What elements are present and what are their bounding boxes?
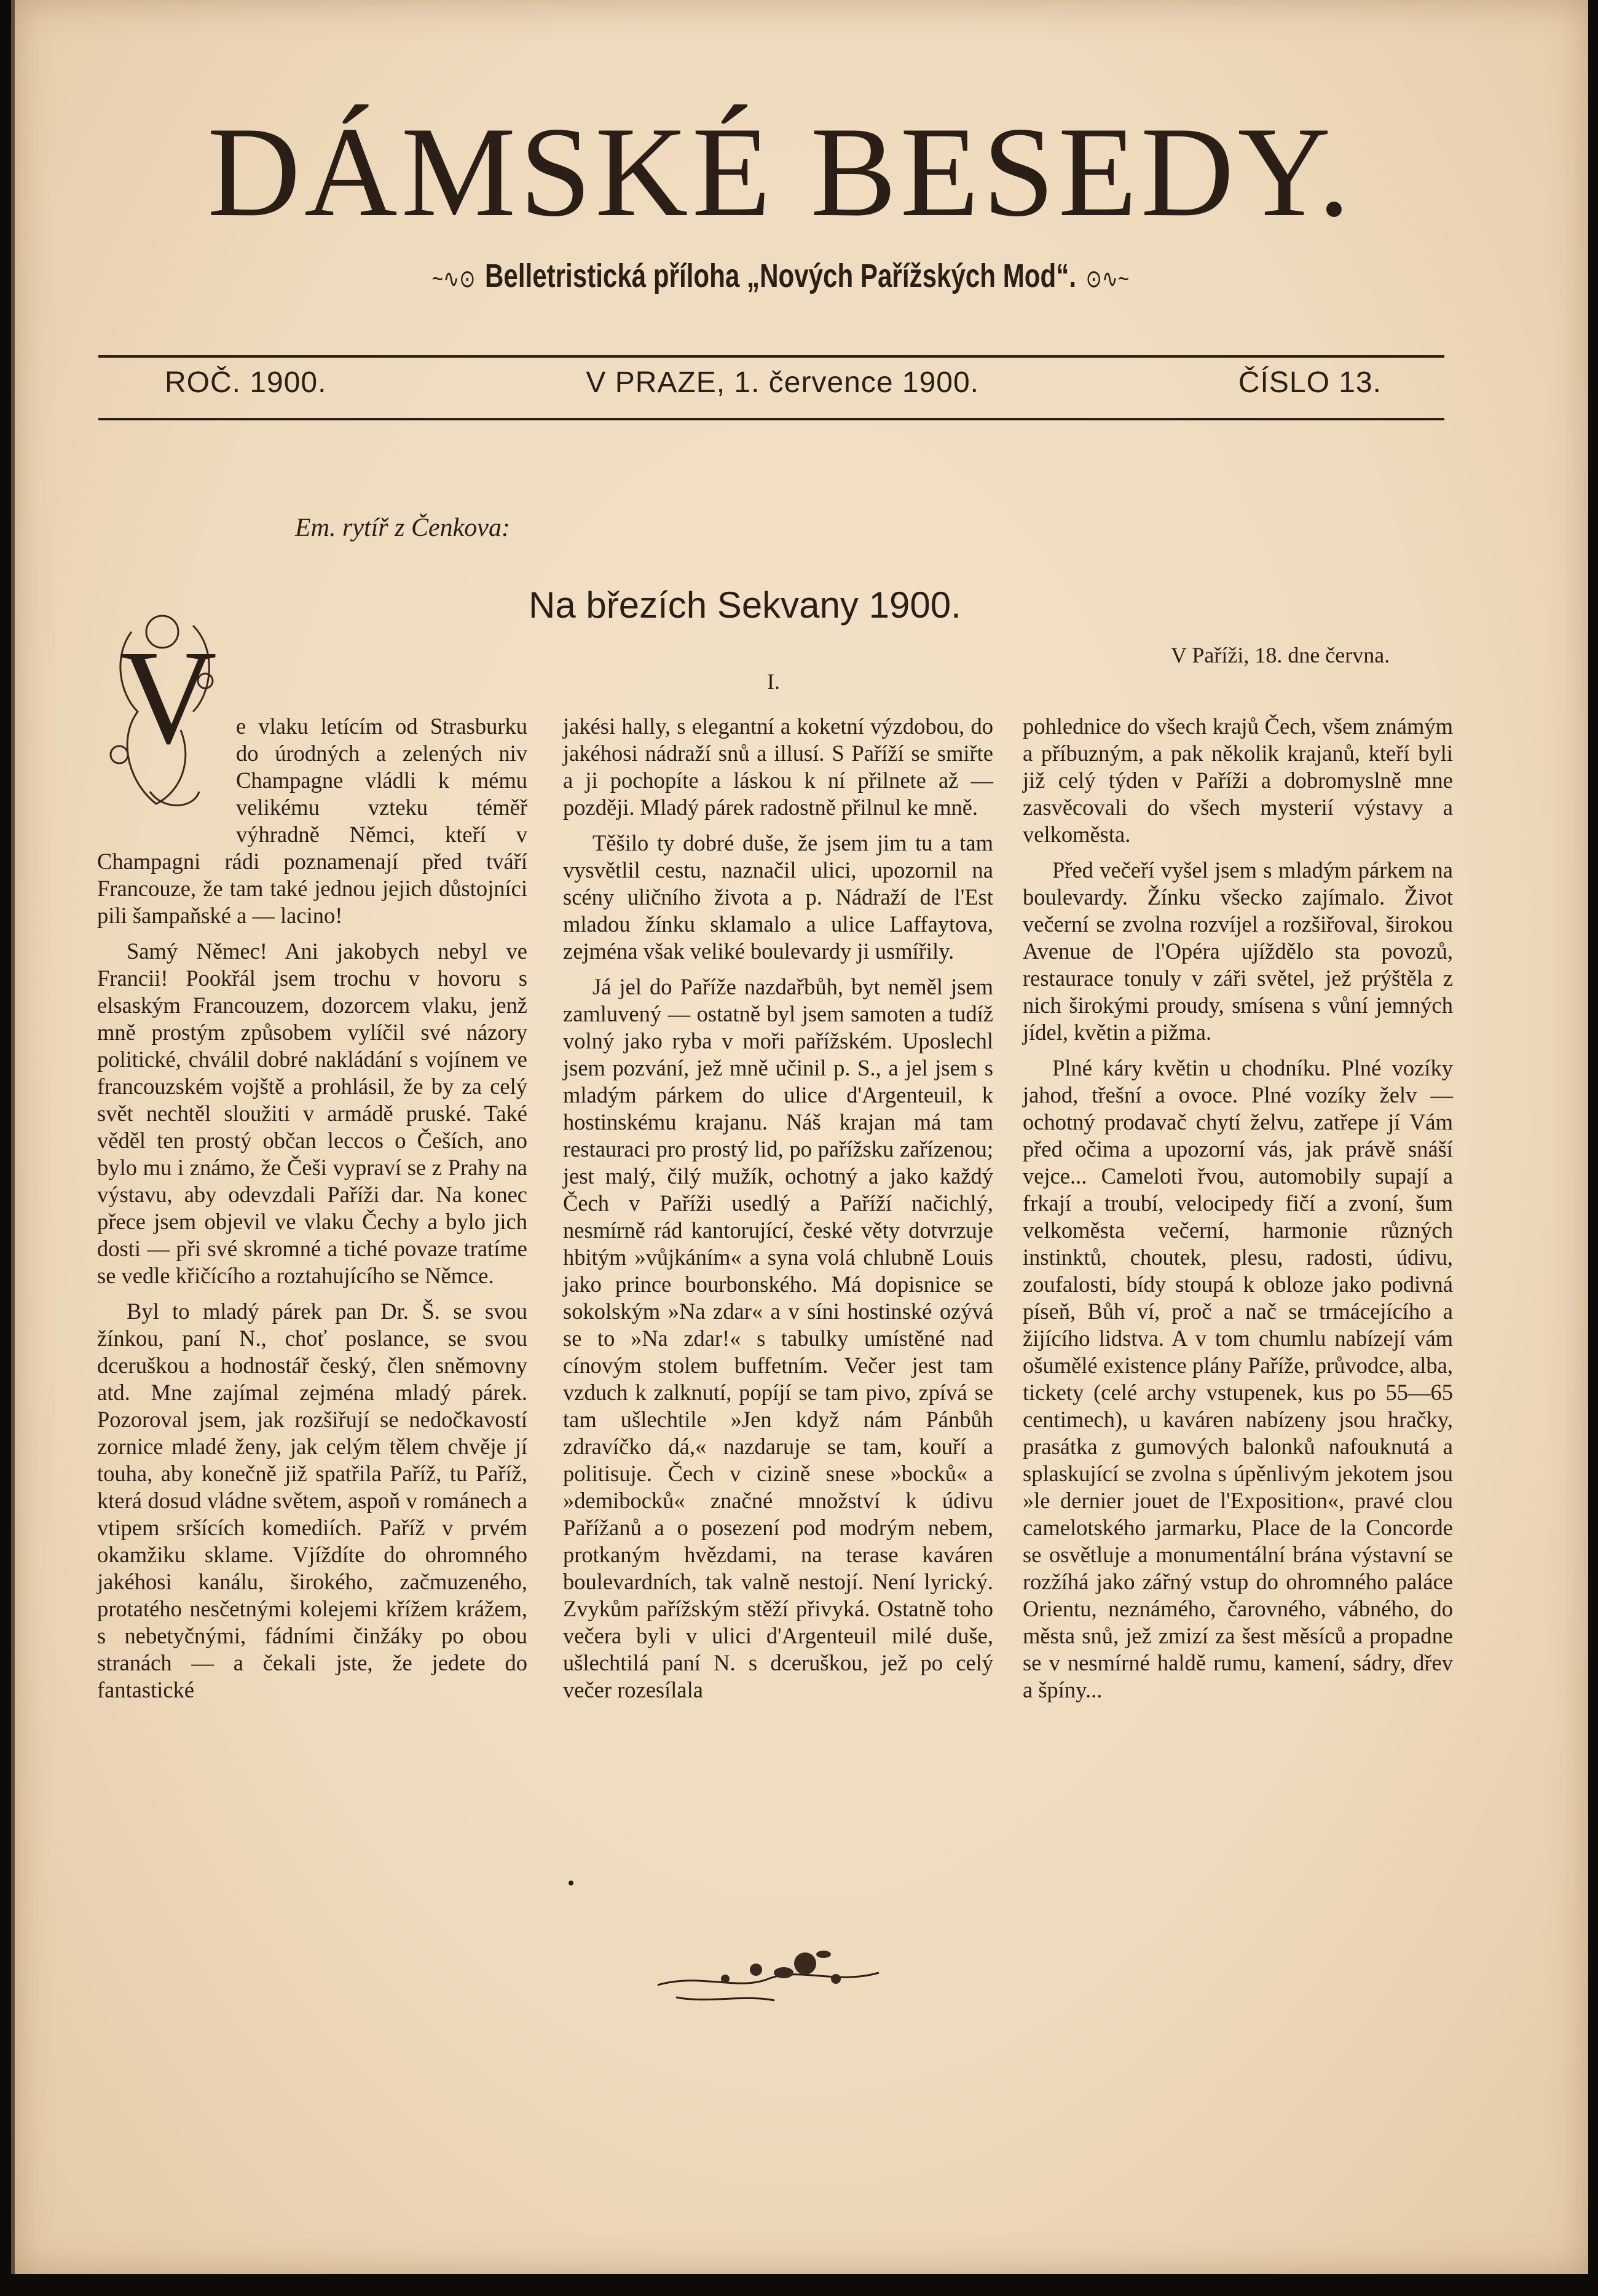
- issue-year: ROČ. 1900.: [165, 366, 327, 399]
- issue-info-row: [165, 366, 1382, 399]
- issue-number: ČÍSLO 13.: [1238, 366, 1382, 399]
- header-rule-bottom: [98, 418, 1444, 420]
- article-dateline: V Paříži, 18. dne června.: [1171, 643, 1390, 667]
- masthead-title: DÁMSKÉ BESEDY.: [207, 101, 1354, 243]
- header-rule-top: [98, 355, 1444, 358]
- paragraph: jakési hally, s elegantní a koketní výzdobou, do jakéhosi nádraží snů a illusí. S Paříží se smiřte a ji pochopíte a láskou k ní přilnete až — později. Mladý párek radostně přilnul ke mně.: [563, 714, 993, 820]
- paragraph: Před večeří vyšel jsem s mladým párkem na boulevardy. Žínku všecko zajímalo. Život večerní se zvolna rozvíjel a rozšiřoval, širokou Avenue de l'Opéra ujíždělo sta povozů, restaurace tonuly v záři světel, jež prýštěla z nich širokými proudy, smísena s vůní jemných jídel, květin a pižma.: [1023, 857, 1453, 1045]
- issue-place-date: V PRAZE, 1. července 1900.: [586, 366, 979, 399]
- flourish-left-icon: ~∿⊙: [431, 265, 476, 293]
- paragraph: V e vlaku letícím od Strasburku do úrodných a zelených niv Champagne vládli k mému velikému vzteku téměř výhradně Němci, kteří v Champagni rádi poznamenají před tváří Francouze, že tam také jednou jejich důstojníci pili šampaňské a — lacino!: [97, 713, 527, 929]
- ornamental-v-icon: [95, 607, 229, 822]
- paragraph: Plné káry květin u chodníku. Plné vozíky jahod, třešní a ovoce. Plné vozíky želv — ochotný prodavač chytí želvu, zatřepe jí Vám před očima a upozorní vás, jak právě snáší vejce... Cameloti řvou, automobily supají a frkají a troubí, velocipedy fičí a zvoní, šum velkoměsta večerní, harmonie různých instinktů, choutek, plesu, radosti, údivu, zoufalosti, bídy stoupá k obloze jako podivná píseň, Bůh ví, proč a nač se trmácejícího a žijícího lidstva. A v tom chumlu nabízejí vám ošumělé existence plány Paříže, průvodce, alba, tickety (celé archy vstupenek, kus po 55—65 centimech), u kaváren nabízeny jsou hračky, prasátka z gumových balonků nafouknutá a splaskující se zvolna s úpěnlivým jekotem jsou »le dernier jouet de l'Exposition«, pravé clou camelotského jarmarku, Place de la Concorde se osvětluje a monumentální brána výstavní se rozžíhá jako zářný vstup do ohromného paláce Orientu, neznámého, čarovného, vábného, do města snů, jež zmizí za šest měsíců a propadne se v nesmírné haldě rumu, kamení, sádry, dřev a špíny...: [1023, 1055, 1453, 1702]
- article-author: Em. rytíř z Čenkova:: [295, 514, 510, 542]
- paragraph: Samý Němec! Ani jakobych nebyl ve Francii! Pookřál jsem trochu v hovoru s elsaským Francouzem, dozorcem vlaku, jenž mně prostým způsobem vylíčil své názory politické, chválil dobré nakládání s vojínem ve francouzském vojště a prohlásil, že by za celý svět nechtěl sloužiti v armádě pruské. Také věděl ten prostý občan leccos o Češích, ano bylo mu i známo, že Češi vypraví se z Prahy na výstavu, aby odevzdali Paříži dar. Na konec přece jsem objevil ve vlaku Čechy a bylo jich dosti — při své skromné a tiché povaze tratíme se vedle křičícího a roztahujícího se Němce.: [97, 938, 527, 1288]
- paragraph: Já jel do Paříže nazdařbůh, byt neměl jsem zamluvený — ostatně byl jsem samoten a tudíž volný jako ryba v moři pařížském. Uposlechl jsem pozvání, jež mně učinil p. S., a jel jsem s mladým párkem do ulice d'Argenteuil, k hostinskému krajanu. Náš krajan má tam restauraci pro prostý lid, po pařížsku zařízenou; jest malý, čilý mužík, ochotný a jako každý Čech v Paříži usedlý a Paříží načichlý, nesmírně rád kantorující, české věty dotvrzuje hbitým »vůjkáním« a syna volá chlubně Louis jako prince bourbonského. Má dopisnice se sokolským »Na zdar« a v síni hostinské ozývá se to »Na zdar!« s tabulky umístěné nad cínovým stolem buffetním. Večer jest tam vzduch k zalknutí, popíjí se tam pivo, zpívá se tam ušlechtile »Jen když nám Pánbůh zdravíčko dá,« nazdaruje se tam, kouří a politisuje. Čech v cizině snese »bocků« a »demibocků« značné množství k údivu Pařížanů a o posezení pod modrým nebem, protkaným hvězdami, na terase kaváren boulevardních, tak valně nestojí. Není lyrický. Zvykům pařížským stěží přivyká. Ostatně toho večera byli v ulici d'Argenteuil milé duše, ušlechtilá paní N. s dceruškou, jež po celý večer rozesílala: [563, 974, 993, 1702]
- paragraph: Těšilo ty dobré duše, že jsem jim tu a tam vysvětlil cestu, naznačil ulici, upozornil na scény uličního života a p. Nádraží de l'Est mladou žínku sklamalo a ulice Laffaytova, zejména však veliké boulevardy ji usmířily.: [563, 830, 993, 964]
- article-column-1: [97, 622, 527, 1712]
- paragraph: pohlednice do všech krajů Čech, všem známým a příbuzným, a pak několik krajanů, kteří byli již celý týden v Paříži a dobromyslně mne zasvěcovali do všech mysterií výstavy a velkoměsta.: [1023, 714, 1453, 847]
- flourish-right-icon: ⊙∿~: [1085, 265, 1130, 293]
- dropcap-ornament: [95, 607, 229, 822]
- article-column-3: [1023, 713, 1453, 1712]
- article-column-2: [563, 713, 993, 1712]
- subtitle-text: Belletristická příloha „Nových Pařížských Mod“.: [484, 258, 1077, 294]
- masthead-subtitle: [248, 257, 1313, 295]
- ink-speck: [569, 1881, 573, 1885]
- floral-tailpiece-icon: [651, 1936, 885, 2016]
- paragraph: Byl to mladý párek pan Dr. Š. se svou žínkou, paní N., choť poslance, se svou dceruškou a hodnostář český, člen sněmovny atd. Mne zajímal zejména mladý párek. Pozoroval jsem, jak rozšiřují se nedočkavostí zornice mladé ženy, jak celým tělem chvěje jí touha, aby konečně již spatřila Paříž, tu Paříž, která dosud vládne světem, aspoň v románech a vtipem sršících komediích. Paříž v prvém okamžiku sklame. Vjíždíte do ohromného jakéhosi kanálu, širokého, začmuzeného, protatého nesčetnými kolejemi křížem krážem, s nebetyčnými, fádními činžáky po obou stranách — a čekali jste, že jedete do fantastické: [97, 1299, 527, 1702]
- section-number: I.: [767, 669, 780, 694]
- dropcap-letter: V: [119, 622, 217, 772]
- article-title: Na březích Sekvany 1900.: [529, 584, 961, 626]
